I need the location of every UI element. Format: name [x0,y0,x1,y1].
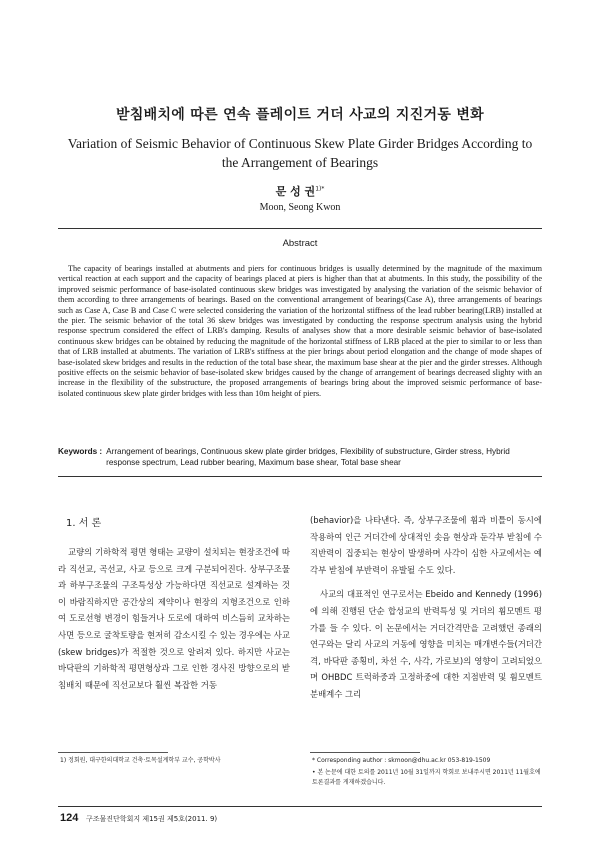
author-english: Moon, Seong Kwon [259,202,341,213]
footnote-discussion: • 본 논문에 대한 토의를 2011년 10월 31일까지 학회로 보내주시면 2011년 11월호에 토론결과를 게재하겠습니다. [312,769,541,786]
right-column [310,512,542,703]
title-korean: 받침배치에 따른 연속 플레이트 거더 사교의 지진거동 변화 [116,107,484,123]
page-number: 124 [60,812,79,824]
abstract-body: The capacity of bearings installed at abutments and piers for continuous bridges is usually determined by the magnitude of the maximum vertical reaction at each support and the capacity of bearings placed at piers is higher than that at abutments. In this study, the possibility of the improved seismic performance of base-isolated continuous skew bridges was investigated by analysing the variation of the seismic behavior of them according to three arrangements of bearings. Based on the conventional arrangement of bearings(Case A), three arrangements of bearings such as Case A, Case B and Case C were selected considering the variation of the horizontal stiffness of the lead rubber bearing(LRB) installed at the pier. The seismic behavior of the total 36 skew bridges was investigated by conducting the response spectrum analysis using the hybrid response spectrum considered the effect of LRB's damping. Results of analyses show that a more desirable seismic behavior of base-isolated continuous skew bridges can be obtained by reducing the magnitude of the horizontal stiffness of LRB placed at the pier to similar to or less than that of LRB installed at abutments. The variation of LRB's stiffness at the pier brings about period elongation and the change of mode shapes of base-isolated skew bridges and results in the reduction of the total base shear, the maximum base shear at the pier and the girder stresses. Although positive effects on the seismic behavior of base-isolated skew bridges caused by the change of arrangement of bearings decreased slighty with an increase in the flexibility of the substructure, the proposed arrangements of bearings bring about the improved seismic performance of base-isolated continuous skew plate girder bridges with less than 10m height of piers. [58,264,542,398]
keywords-label: Keywords : [58,447,103,456]
intro-paragraph-2: (behavior)을 나타낸다. 즉, 상부구조물에 휨과 비틀이 동시에 작용하여 인근 거더간에 상대적인 솟음 현상과 둔각부 받침에 수직반력이 집중되는 현상이 발생하며 사각이 심한 사교에서는 예각부 받침에 부반력이 유발될 수도 있다. [310,515,542,575]
abstract-heading: Abstract [282,238,318,249]
keywords [58,446,542,468]
abstract-top-rule [58,228,542,229]
section-heading-introduction: 1. 서 론 [66,518,102,529]
author-korean [0,183,600,199]
footnote-rule-right [310,752,420,753]
intro-paragraph-3: 사교의 대표적인 연구로서는 Ebeido and Kennedy (1996)에 의해 진행된 단순 합성교의 반력특성 및 거더의 휨모멘트 평가를 들 수 있다. 이 논문에서는 거더간격만을 고려했던 종래의 연구와는 달리 사교의 거동에 영향을 미치는 매개변수들(거더간격, 바닥판 종횡비, 차선 수, 사각, 가로보)의 영향이 고려되었으며 OHBDC 트럭하중과 고정하중에 대한 지점반력 및 휨모멘트 분배계수 그리 [310,589,542,699]
abstract-bottom-rule [58,476,542,477]
page-footer-rule [58,806,542,807]
footnote-corresponding: * Corresponding author : skmoon@dhu.ac.kr 053-819-1509 [312,757,491,764]
footnote-affiliation: 1) 정회원, 대구한의대학교 건축·토목설계학부 교수, 공학박사 [60,757,221,764]
keywords-list: Arrangement of bearings, Continuous skew plate girder bridges, Flexibility of substructure, Girder stress, Hybrid response spectrum, Lead rubber bearing, Maximum base shear, Total base shear [106,447,510,467]
author-korean-name: 문 성 권 [275,185,316,198]
journal-info: 구조물진단학회지 제15권 제5호(2011. 9) [86,815,218,823]
intro-paragraph-1: 교량의 기하학적 평면 형태는 교량이 설치되는 현장조건에 따라 직선교, 곡선교, 사교 등으로 크게 구분되어진다. 상부구조물과 하부구조물의 구조특성상 가능하다면 직선교로 설계하는 것이 바람직하지만 공간상의 제약이나 현장의 지형조건으로 인하여 도로선형 변경이 힘들거나 도로에 대하여 비스듬히 교차하는 사면 등으로 굴착토량을 현저히 감소시킬 수 있는 경우에는 사교(skew bridges)가 적절한 것으로 알려져 있다. 하지만 사교는 바닥판의 기하학적 평면형상과 그로 인한 경사진 방향으로의 받침배치 때문에 직선교보다 훨씬 복잡한 거동 [58,547,290,690]
title-english: Variation of Seismic Behavior of Continuous Skew Plate Girder Bridges According to the Arrangement of Bearings [67,136,533,170]
left-column [58,544,290,693]
author-mark: 1)* [315,185,325,193]
footnote-rule-left [58,752,168,753]
